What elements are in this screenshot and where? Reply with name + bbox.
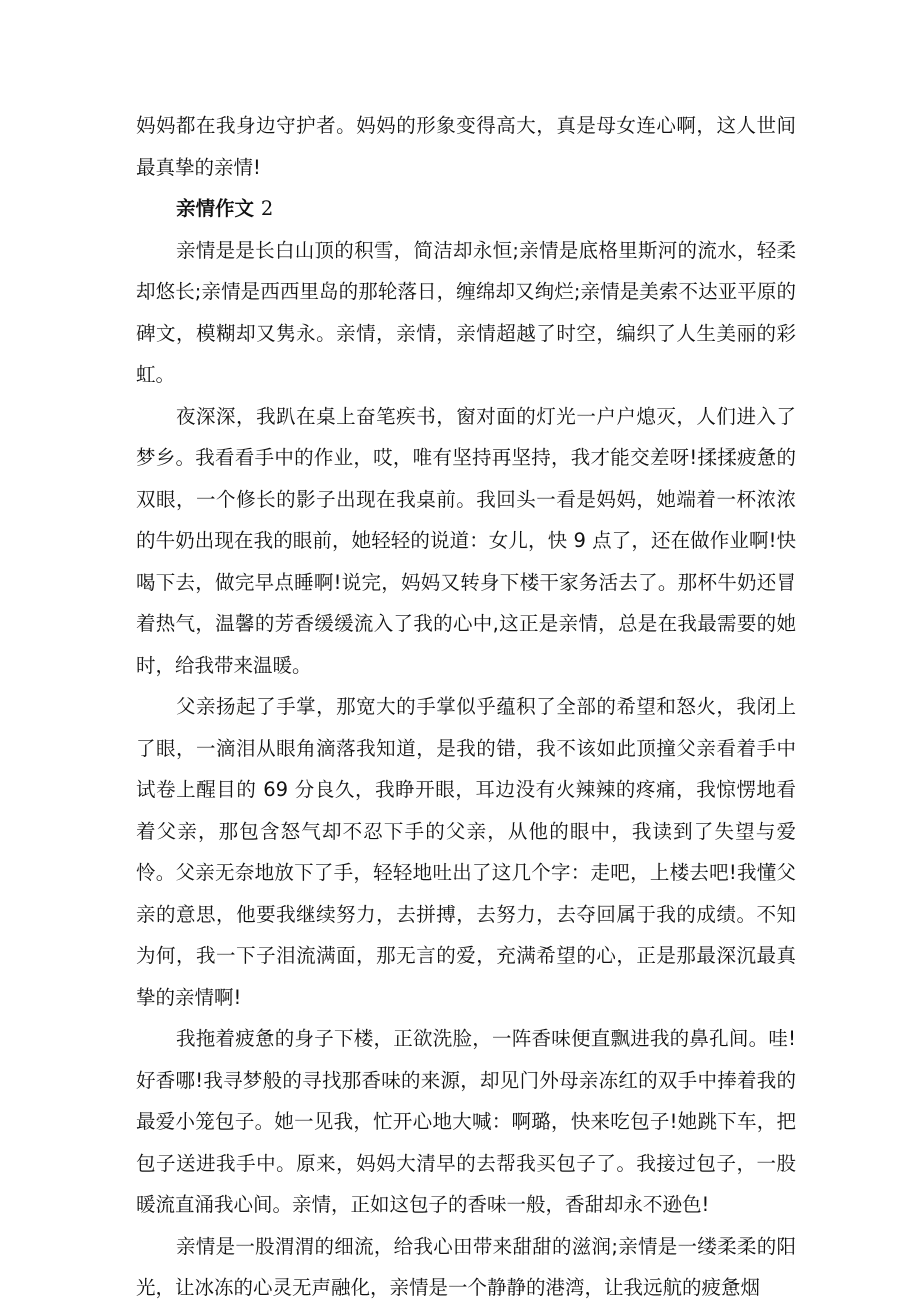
paragraph: 夜深深，我趴在桌上奋笔疾书，窗对面的灯光一户户熄灭，人们进入了梦乡。我看看手中的作业，哎，唯有坚持再坚持，我才能交差呀!揉揉疲惫的双眼，一个修长的影子出现在我桌前。我回头一看是妈妈，她端着一杯浓浓的牛奶出现在我的眼前，她轻轻的说道：女儿，快 9 点了，还在做作业啊!快喝下去，做完早点睡啊!说完，妈妈又转身下楼干家务活去了。那杯牛奶还冒着热气，温馨的芳香缓缓流入了我的心中,这正是亲情，总是在我最需要的她时，给我带来温暖。 [136, 404, 796, 677]
document-page [136, 105, 796, 1309]
paragraph: 亲情是是长白山顶的积雪，简洁却永恒;亲情是底格里斯河的流水，轻柔却悠长;亲情是西西里岛的那轮落日，缠绵却又绚烂;亲情是美索不达亚平原的碑文，模糊却又隽永。亲情，亲情，亲情超越了时空，编织了人生美丽的彩虹。 [136, 238, 796, 386]
paragraph: 我拖着疲惫的身子下楼，正欲洗脸，一阵香味便直飘进我的鼻孔间。哇!好香哪!我寻梦般的寻找那香味的来源，却见门外母亲冻红的双手中捧着我的最爱小笼包子。她一见我，忙开心地大喊：啊璐，快来吃包子!她跳下车，把包子送进我手中。原来，妈妈大清早的去帮我买包子了。我接过包子，一股暖流直涌我心间。亲情，正如这包子的香味一般，香甜却永不逊色! [136, 1027, 796, 1216]
continued-paragraph: 妈妈都在我身边守护者。妈妈的形象变得高大，真是母女连心啊，这人世间最真挚的亲情! [136, 114, 796, 179]
section-heading-number: 2 [260, 197, 274, 220]
section-heading [136, 188, 796, 230]
paragraph: 亲情是一股渭渭的细流，给我心田带来甜甜的滋润;亲情是一缕柔柔的阳光，让冰冻的心灵无声融化，亲情是一个静静的港湾，让我远航的疲惫烟 [136, 1234, 796, 1299]
paragraph: 父亲扬起了手掌，那宽大的手掌似乎蕴积了全部的希望和怒火，我闭上了眼，一滴泪从眼角滴落我知道，是我的错，我不该如此顶撞父亲看着手中试卷上醒目的 69 分良久，我睁开眼，耳边没有火辣辣的疼痛，我惊愣地看着父亲，那包含怒气却不忍下手的父亲，从他的眼中，我读到了失望与爱怜。父亲无奈地放下了手，轻轻地吐出了这几个字：走吧，上楼去吧!我懂父亲的意思，他要我继续努力，去拼搏，去努力，去夺回属于我的成绩。不知为何，我一下子泪流满面，那无言的爱，充满希望的心，正是那最深沉最真挚的亲情啊! [136, 695, 796, 1009]
section-heading-title: 亲情作文 [176, 197, 255, 220]
